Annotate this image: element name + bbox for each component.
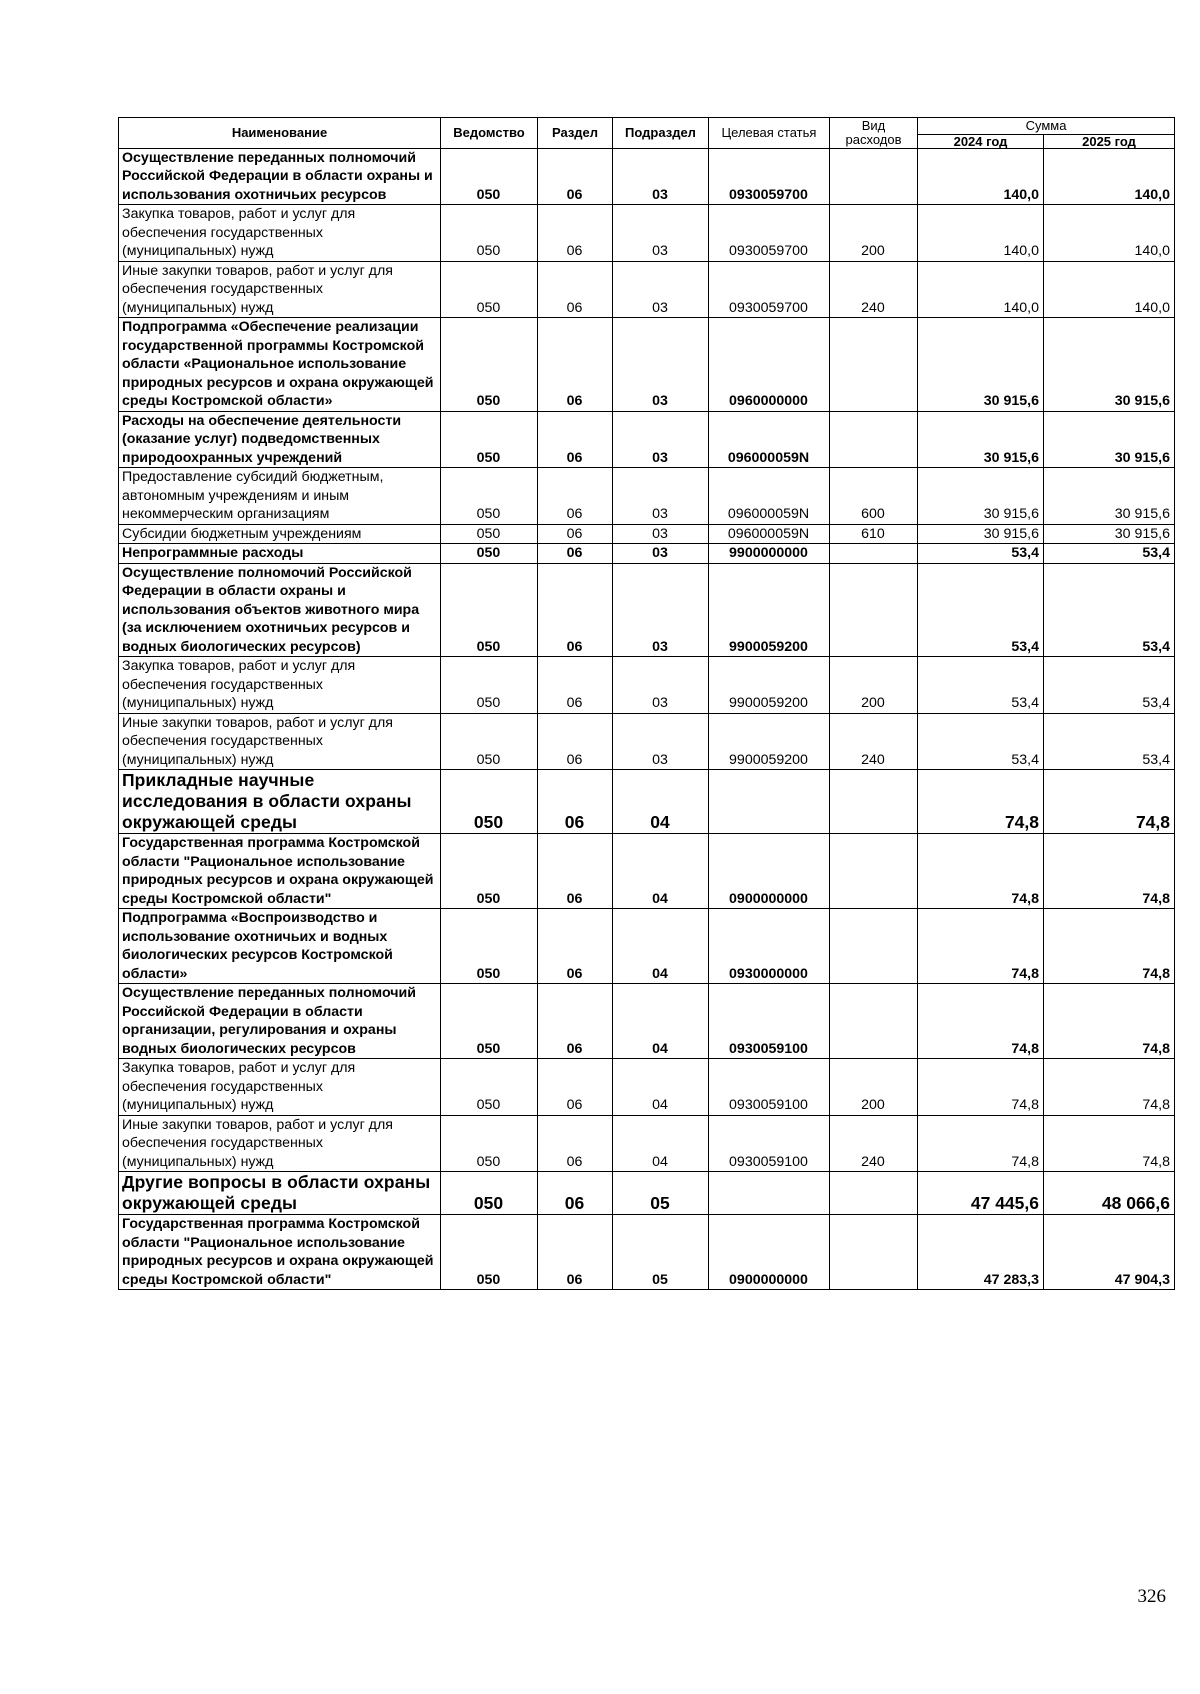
cell-tselevaya-statya: 0930059100 [709, 1059, 830, 1116]
cell-podrazdel: 04 [613, 1115, 709, 1172]
cell-vedomstvo: 050 [441, 544, 538, 564]
cell-sum-2024: 47 445,6 [918, 1172, 1044, 1215]
cell-podrazdel: 04 [613, 770, 709, 834]
cell-sum-2024: 74,8 [918, 1059, 1044, 1116]
cell-sum-2025: 140,0 [1044, 261, 1175, 318]
cell-tselevaya-statya: 9900059200 [709, 563, 830, 657]
cell-name: Иные закупки товаров, работ и услуг для обеспечения государственных (муниципальных) нужд [119, 713, 441, 770]
cell-name: Закупка товаров, работ и услуг для обеспечения государственных (муниципальных) нужд [119, 1059, 441, 1116]
cell-razdel: 06 [538, 1115, 613, 1172]
cell-sum-2025: 53,4 [1044, 563, 1175, 657]
cell-vedomstvo: 050 [441, 1172, 538, 1215]
table-row [119, 1215, 1175, 1290]
table-row [119, 524, 1175, 544]
cell-podrazdel: 04 [613, 834, 709, 909]
header-year-2025: 2025 год [1044, 134, 1175, 148]
header-vedomstvo: Ведомство [441, 118, 538, 149]
cell-sum-2025: 74,8 [1044, 1059, 1175, 1116]
cell-sum-2025: 48 066,6 [1044, 1172, 1175, 1215]
cell-sum-2025: 53,4 [1044, 713, 1175, 770]
cell-razdel: 06 [538, 657, 613, 714]
table-row [119, 909, 1175, 984]
table-row [119, 318, 1175, 412]
cell-podrazdel: 03 [613, 713, 709, 770]
cell-vid-rashodov [830, 544, 918, 564]
cell-name: Предоставление субсидий бюджетным, автономным учреждениям и иным некоммерческим организациям [119, 468, 441, 525]
cell-tselevaya-statya [709, 770, 830, 834]
cell-podrazdel: 03 [613, 148, 709, 205]
header-tselevaya-statya: Целевая статья [709, 118, 830, 149]
cell-name: Другие вопросы в области охраны окружающей среды [119, 1172, 441, 1215]
cell-sum-2024: 53,4 [918, 544, 1044, 564]
cell-tselevaya-statya: 096000059N [709, 411, 830, 468]
cell-podrazdel: 04 [613, 984, 709, 1059]
cell-sum-2024: 30 915,6 [918, 411, 1044, 468]
table-row [119, 713, 1175, 770]
cell-podrazdel: 03 [613, 261, 709, 318]
cell-vedomstvo: 050 [441, 1115, 538, 1172]
cell-podrazdel: 03 [613, 318, 709, 412]
cell-vid-rashodov [830, 984, 918, 1059]
cell-tselevaya-statya: 096000059N [709, 524, 830, 544]
cell-name: Осуществление переданных полномочий Российской Федерации в области охраны и использования охотничьих ресурсов [119, 148, 441, 205]
cell-sum-2024: 53,4 [918, 657, 1044, 714]
cell-sum-2024: 140,0 [918, 261, 1044, 318]
cell-razdel: 06 [538, 834, 613, 909]
cell-podrazdel: 03 [613, 657, 709, 714]
cell-tselevaya-statya: 0930000000 [709, 909, 830, 984]
cell-vid-rashodov: 240 [830, 1115, 918, 1172]
cell-vedomstvo: 050 [441, 148, 538, 205]
table-row [119, 544, 1175, 564]
cell-name: Государственная программа Костромской области "Рациональное использование природных ресурсов и охрана окружающей среды Костромской области" [119, 1215, 441, 1290]
cell-podrazdel: 03 [613, 411, 709, 468]
cell-razdel: 06 [538, 1215, 613, 1290]
cell-tselevaya-statya: 0930059700 [709, 148, 830, 205]
cell-sum-2025: 53,4 [1044, 544, 1175, 564]
cell-vid-rashodov: 240 [830, 261, 918, 318]
cell-name: Государственная программа Костромской области "Рациональное использование природных ресурсов и охрана окружающей среды Костромской области" [119, 834, 441, 909]
cell-sum-2024: 30 915,6 [918, 468, 1044, 525]
cell-razdel: 06 [538, 563, 613, 657]
cell-tselevaya-statya: 9900059200 [709, 657, 830, 714]
cell-razdel: 06 [538, 713, 613, 770]
cell-tselevaya-statya: 0930059100 [709, 984, 830, 1059]
cell-name: Осуществление полномочий Российской Федерации в области охраны и использования объектов животного мира (за исключением охотничьих ресурсов и водных биологических ресурсов) [119, 563, 441, 657]
cell-name: Непрограммные расходы [119, 544, 441, 564]
cell-vedomstvo: 050 [441, 834, 538, 909]
header-razdel: Раздел [538, 118, 613, 149]
cell-vedomstvo: 050 [441, 713, 538, 770]
table-row [119, 468, 1175, 525]
cell-sum-2025: 53,4 [1044, 657, 1175, 714]
cell-sum-2024: 74,8 [918, 770, 1044, 834]
cell-vid-rashodov: 200 [830, 205, 918, 262]
table-row [119, 1115, 1175, 1172]
header-vid-rashodov: Вид расходов [830, 118, 918, 149]
cell-sum-2025: 74,8 [1044, 984, 1175, 1059]
cell-sum-2025: 140,0 [1044, 205, 1175, 262]
table-row [119, 834, 1175, 909]
cell-vid-rashodov: 600 [830, 468, 918, 525]
cell-sum-2025: 30 915,6 [1044, 411, 1175, 468]
cell-tselevaya-statya: 0930059700 [709, 205, 830, 262]
cell-vid-rashodov: 610 [830, 524, 918, 544]
cell-vedomstvo: 050 [441, 1215, 538, 1290]
cell-sum-2024: 53,4 [918, 713, 1044, 770]
cell-vid-rashodov [830, 770, 918, 834]
cell-vedomstvo: 050 [441, 563, 538, 657]
cell-vid-rashodov: 200 [830, 657, 918, 714]
cell-podrazdel: 03 [613, 524, 709, 544]
cell-razdel: 06 [538, 318, 613, 412]
cell-vedomstvo: 050 [441, 657, 538, 714]
budget-table [118, 117, 1175, 1290]
cell-name: Подпрограмма «Воспроизводство и использование охотничьих и водных биологических ресурсов Костромской области» [119, 909, 441, 984]
cell-podrazdel: 05 [613, 1172, 709, 1215]
cell-razdel: 06 [538, 411, 613, 468]
table-body [119, 148, 1175, 1290]
cell-tselevaya-statya: 0900000000 [709, 1215, 830, 1290]
table-row [119, 261, 1175, 318]
table-row [119, 411, 1175, 468]
cell-razdel: 06 [538, 544, 613, 564]
cell-name: Расходы на обеспечение деятельности (оказание услуг) подведомственных природоохранных учреждений [119, 411, 441, 468]
cell-sum-2025: 30 915,6 [1044, 318, 1175, 412]
cell-vid-rashodov [830, 1215, 918, 1290]
cell-name: Иные закупки товаров, работ и услуг для обеспечения государственных (муниципальных) нужд [119, 261, 441, 318]
cell-name: Иные закупки товаров, работ и услуг для обеспечения государственных (муниципальных) нужд [119, 1115, 441, 1172]
cell-sum-2024: 140,0 [918, 148, 1044, 205]
cell-name: Закупка товаров, работ и услуг для обеспечения государственных (муниципальных) нужд [119, 657, 441, 714]
cell-tselevaya-statya: 0900000000 [709, 834, 830, 909]
cell-sum-2025: 74,8 [1044, 909, 1175, 984]
header-podrazdel: Подраздел [613, 118, 709, 149]
cell-tselevaya-statya [709, 1172, 830, 1215]
table-row [119, 563, 1175, 657]
cell-razdel: 06 [538, 1059, 613, 1116]
cell-vid-rashodov [830, 148, 918, 205]
cell-razdel: 06 [538, 524, 613, 544]
header-name: Наименование [119, 118, 441, 149]
cell-razdel: 06 [538, 1172, 613, 1215]
cell-sum-2024: 30 915,6 [918, 318, 1044, 412]
table-row [119, 1059, 1175, 1116]
cell-podrazdel: 04 [613, 1059, 709, 1116]
table-header [119, 118, 1175, 149]
cell-razdel: 06 [538, 984, 613, 1059]
cell-sum-2024: 74,8 [918, 909, 1044, 984]
cell-podrazdel: 03 [613, 563, 709, 657]
cell-podrazdel: 03 [613, 205, 709, 262]
cell-vedomstvo: 050 [441, 205, 538, 262]
cell-sum-2024: 47 283,3 [918, 1215, 1044, 1290]
cell-name: Подпрограмма «Обеспечение реализации государственной программы Костромской области «Рациональное использование природных ресурсов и охрана окружающей среды Костромской области» [119, 318, 441, 412]
cell-sum-2024: 74,8 [918, 984, 1044, 1059]
cell-vid-rashodov: 240 [830, 713, 918, 770]
header-summa: Сумма [918, 118, 1175, 135]
table-row [119, 205, 1175, 262]
cell-name: Закупка товаров, работ и услуг для обеспечения государственных (муниципальных) нужд [119, 205, 441, 262]
cell-sum-2025: 30 915,6 [1044, 468, 1175, 525]
cell-vid-rashodov: 200 [830, 1059, 918, 1116]
cell-vedomstvo: 050 [441, 909, 538, 984]
cell-vid-rashodov [830, 909, 918, 984]
cell-podrazdel: 03 [613, 544, 709, 564]
cell-vid-rashodov [830, 834, 918, 909]
cell-sum-2025: 74,8 [1044, 1115, 1175, 1172]
cell-razdel: 06 [538, 770, 613, 834]
header-year-2024: 2024 год [918, 134, 1044, 148]
cell-vedomstvo: 050 [441, 1059, 538, 1116]
cell-sum-2024: 140,0 [918, 205, 1044, 262]
cell-vid-rashodov [830, 1172, 918, 1215]
cell-tselevaya-statya: 0930059700 [709, 261, 830, 318]
cell-sum-2025: 74,8 [1044, 834, 1175, 909]
cell-sum-2024: 53,4 [918, 563, 1044, 657]
cell-sum-2024: 74,8 [918, 1115, 1044, 1172]
cell-podrazdel: 05 [613, 1215, 709, 1290]
cell-tselevaya-statya: 096000059N [709, 468, 830, 525]
cell-vedomstvo: 050 [441, 411, 538, 468]
cell-podrazdel: 03 [613, 468, 709, 525]
cell-name: Прикладные научные исследования в области охраны окружающей среды [119, 770, 441, 834]
cell-tselevaya-statya: 9900000000 [709, 544, 830, 564]
cell-vedomstvo: 050 [441, 770, 538, 834]
cell-name: Осуществление переданных полномочий Российской Федерации в области организации, регулирования и охраны водных биологических ресурсов [119, 984, 441, 1059]
cell-sum-2024: 30 915,6 [918, 524, 1044, 544]
table-row [119, 657, 1175, 714]
cell-sum-2025: 140,0 [1044, 148, 1175, 205]
table-row [119, 1172, 1175, 1215]
cell-sum-2025: 30 915,6 [1044, 524, 1175, 544]
cell-razdel: 06 [538, 261, 613, 318]
cell-tselevaya-statya: 9900059200 [709, 713, 830, 770]
page-number: 326 [1137, 1586, 1166, 1607]
cell-tselevaya-statya: 0930059100 [709, 1115, 830, 1172]
cell-vedomstvo: 050 [441, 984, 538, 1059]
cell-vid-rashodov [830, 318, 918, 412]
cell-vedomstvo: 050 [441, 524, 538, 544]
cell-razdel: 06 [538, 468, 613, 525]
table-row [119, 148, 1175, 205]
document-page [118, 117, 1174, 1290]
cell-vedomstvo: 050 [441, 318, 538, 412]
cell-sum-2025: 74,8 [1044, 770, 1175, 834]
cell-vedomstvo: 050 [441, 468, 538, 525]
table-row [119, 770, 1175, 834]
table-row [119, 984, 1175, 1059]
cell-razdel: 06 [538, 205, 613, 262]
cell-name: Субсидии бюджетным учреждениям [119, 524, 441, 544]
cell-razdel: 06 [538, 148, 613, 205]
cell-vedomstvo: 050 [441, 261, 538, 318]
cell-sum-2024: 74,8 [918, 834, 1044, 909]
cell-sum-2025: 47 904,3 [1044, 1215, 1175, 1290]
cell-tselevaya-statya: 0960000000 [709, 318, 830, 412]
cell-razdel: 06 [538, 909, 613, 984]
cell-vid-rashodov [830, 411, 918, 468]
cell-podrazdel: 04 [613, 909, 709, 984]
cell-vid-rashodov [830, 563, 918, 657]
